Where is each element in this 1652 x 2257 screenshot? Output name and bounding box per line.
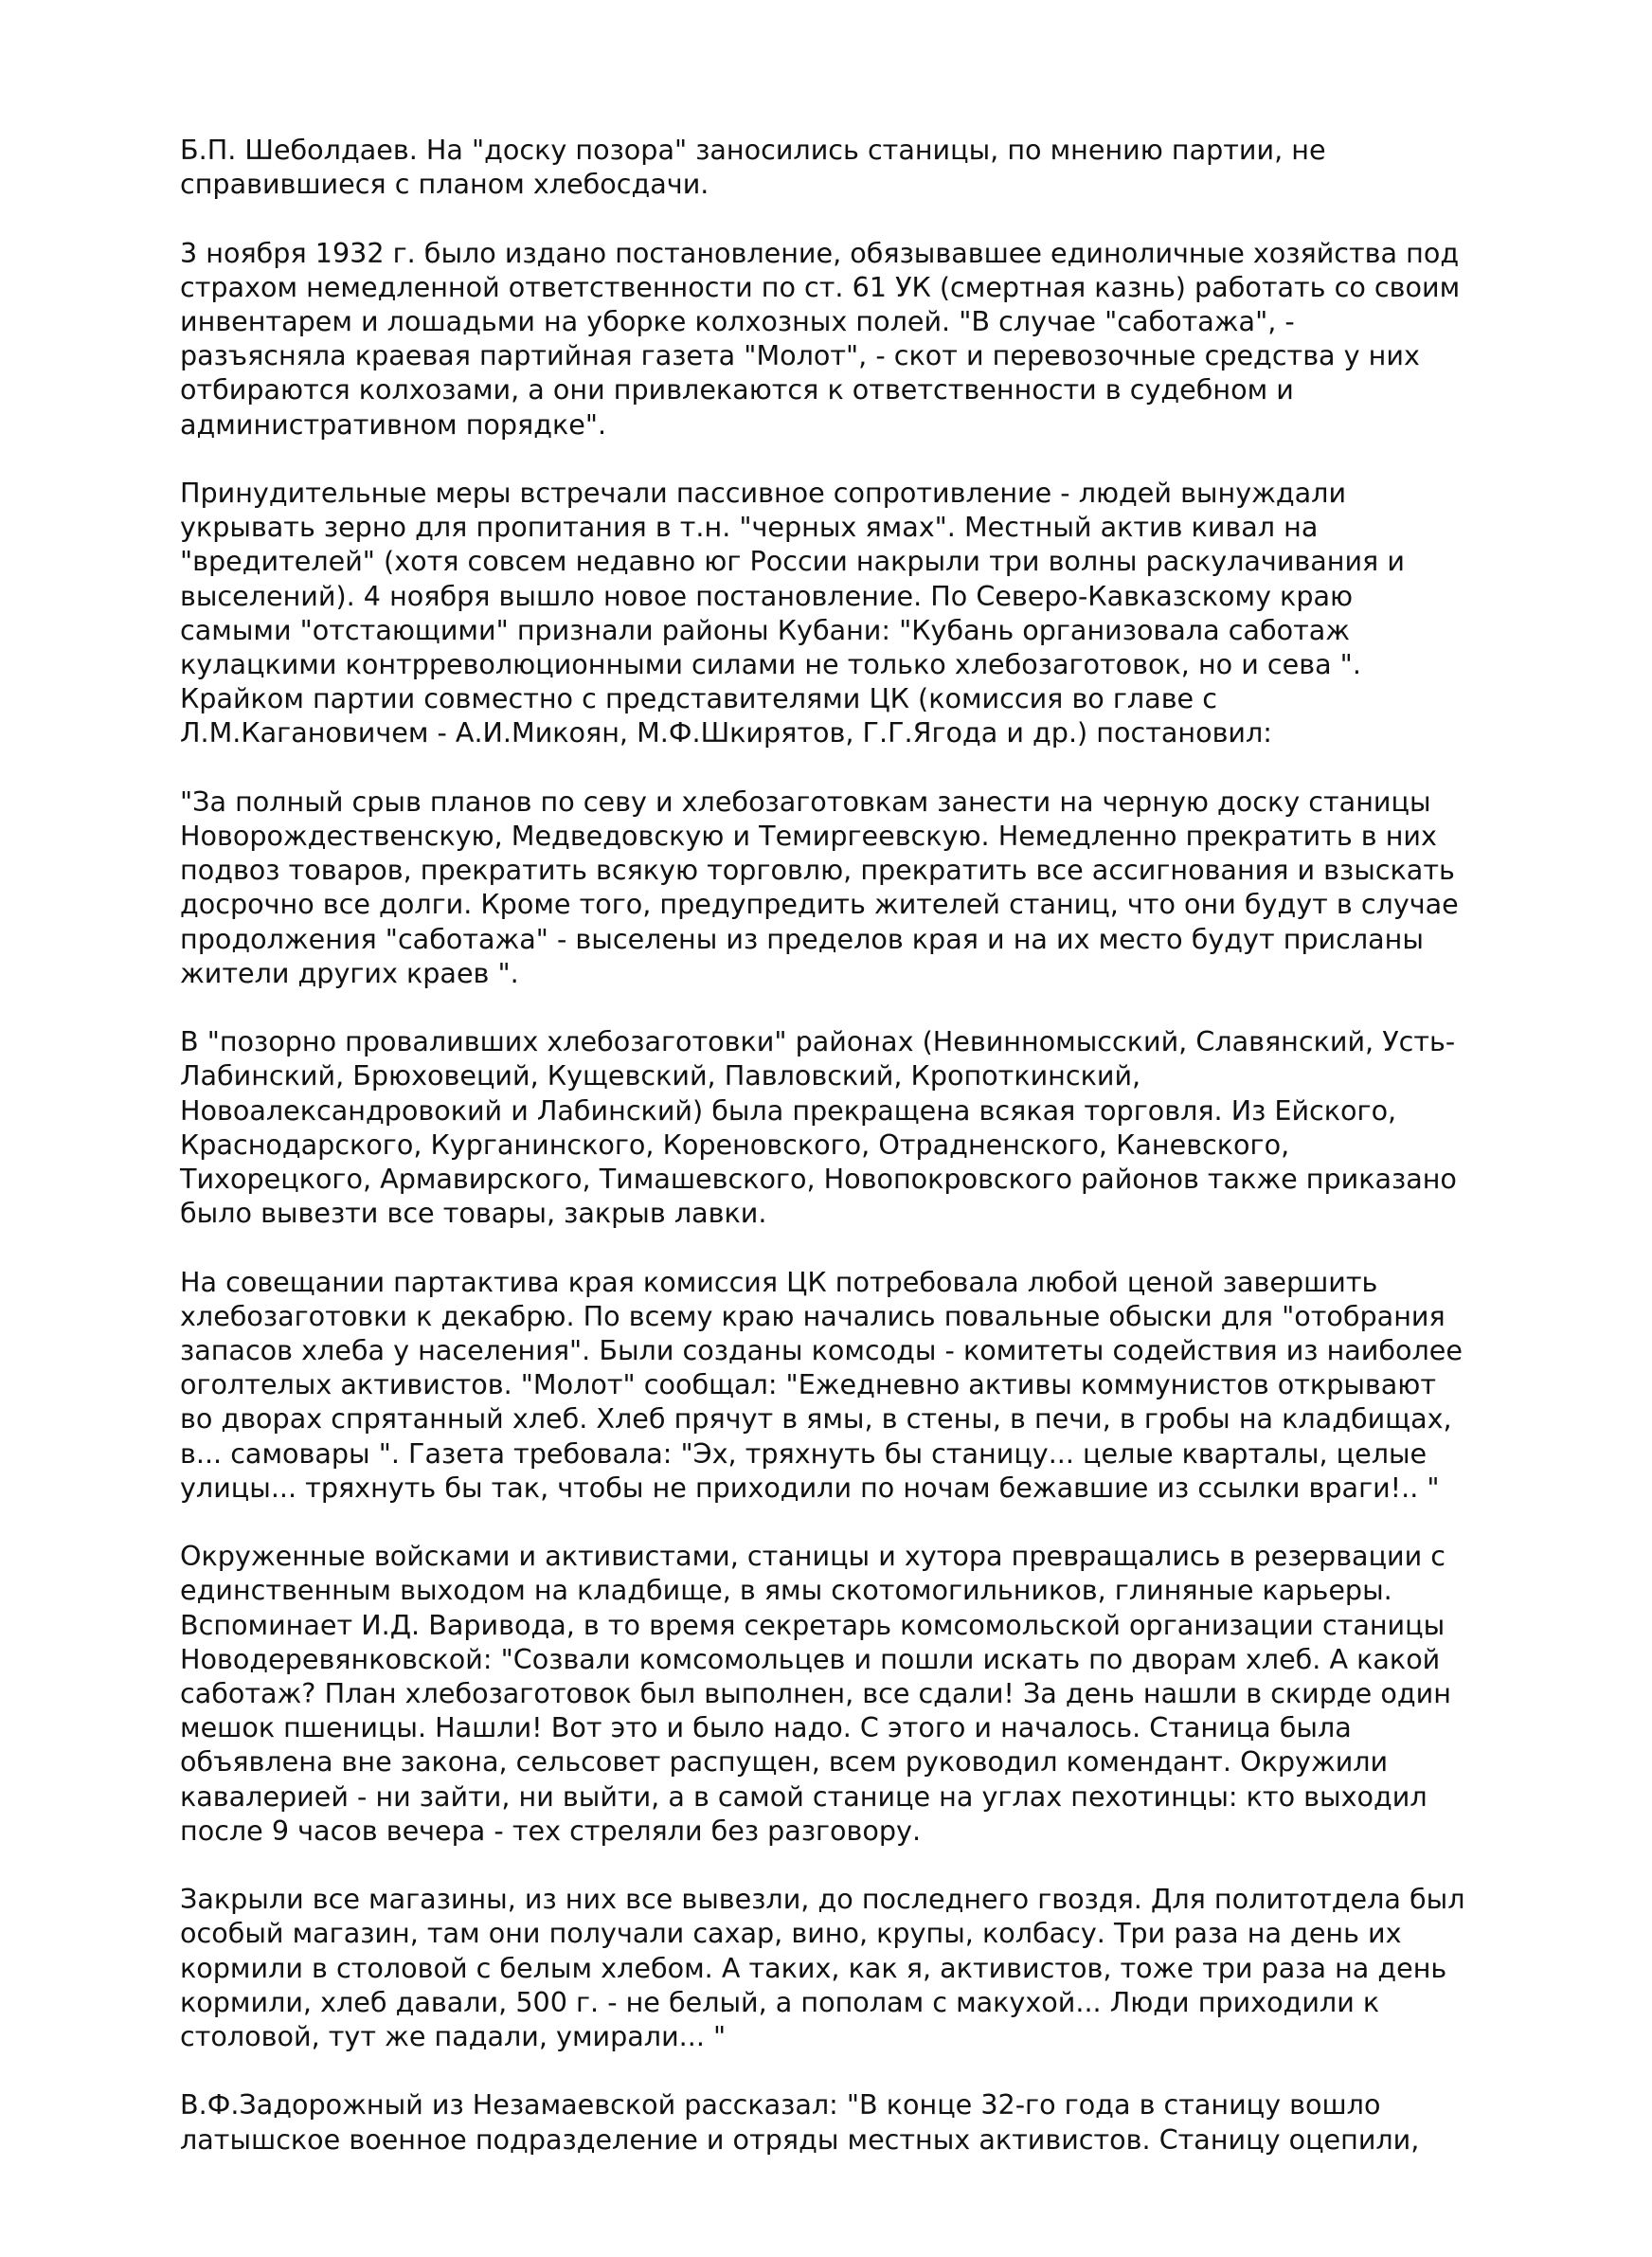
text-line: в... самовары ". Газета требовала: "Эх, тряхнуть бы станицу... целые кварталы, целые [180, 1436, 1428, 1470]
paragraph-6 [180, 1265, 1506, 1505]
text-line: единственным выходом на кладбище, в ямы скотомогильников, глиняные карьеры. [180, 1574, 1392, 1607]
text-line: саботаж? План хлебозаготовок был выполнен, все сдали! За день нашли в скирде один [180, 1677, 1451, 1710]
text-line: справившиеся с планом хлебосдачи. [180, 168, 709, 201]
paragraph-7 [180, 1539, 1506, 1848]
text-line: продолжения "саботажа" - выселены из пределов края и на их место будут присланы [180, 922, 1424, 955]
text-line: "вредителей" (хотя совсем недавно юг России накрыли три волны раскулачивания и [180, 545, 1405, 578]
text-line: кормили, хлеб давали, 500 г. - не белый, а пополам с макухой... Люди приходили к [180, 1985, 1380, 2018]
text-line: после 9 часов вечера - тех стреляли без разговору. [180, 1814, 922, 1847]
text-line: Закрыли все магазины, из них все вывезли, до последнего гвоздя. Для политотдела был [180, 1883, 1465, 1916]
paragraph-5 [180, 1024, 1506, 1230]
text-line: объявлена вне закона, сельсовет распущен, всем руководил комендант. Окружили [180, 1745, 1389, 1779]
text-line: Новоалександровокий и Лабинский) была прекращена всякая торговля. Из Ейского, [180, 1093, 1397, 1127]
text-line: 3 ноября 1932 г. было издано постановление, обязывавшее единоличные хозяйства под [180, 236, 1460, 269]
text-line: Принудительные меры встречали пассивное сопротивление - людей вынуждали [180, 477, 1347, 509]
document-page [180, 133, 1506, 2191]
text-line: во дворах спрятанный хлеб. Хлеб прячут в ямы, в стены, в печи, в гробы на кладбищах, [180, 1402, 1452, 1435]
text-line: В "позорно проваливших хлебозаготовки" районах (Невинномысский, Славянский, Усть- [180, 1025, 1456, 1058]
text-line: латышское военное подразделение и отряды местных активистов. Станицу оцепили, [180, 2122, 1420, 2156]
text-line: улицы... тряхнуть бы так, чтобы не приходили по ночам бежавшие из ссылки враги!.. " [180, 1471, 1440, 1504]
text-line: жители других краев ". [180, 956, 519, 989]
text-line: Лабинский, Брюховеций, Кущевский, Павловский, Кропоткинский, [180, 1059, 1141, 1092]
text-line: досрочно все долги. Кроме того, предупредить жителей станиц, что они будут в случае [180, 888, 1459, 921]
text-line: инвентарем и лошадьми на уборке колхозных полей. "В случае "саботажа", - [180, 305, 1295, 337]
text-line: "За полный срыв планов по севу и хлебозаготовкам занести на черную доску станицы [180, 785, 1431, 818]
text-line: мешок пшеницы. Нашли! Вот это и было надо. С этого и началось. Станица была [180, 1711, 1352, 1744]
text-line: столовой, тут же падали, умирали... " [180, 2020, 727, 2053]
text-line: было вывезти все товары, закрыв лавки. [180, 1197, 767, 1230]
text-line: На совещании партактива края комиссия ЦК потребовала любой ценой завершить [180, 1265, 1378, 1298]
text-line: оголтелых активистов. "Молот" сообщал: "Ежедневно активы коммунистов открывают [180, 1368, 1437, 1401]
text-line: административном порядке". [180, 407, 607, 441]
paragraph-1 [180, 133, 1506, 201]
text-line: Крайком партии совместно с представителями ЦК (комиссия во главе с [180, 682, 1217, 715]
text-line: подвоз товаров, прекратить всякую торговлю, прекратить все ассигнования и взыскать [180, 854, 1455, 887]
text-line: хлебозаготовки к декабрю. По всему краю начались повальные обыски для "отобрания [180, 1299, 1446, 1332]
text-line: выселений). 4 ноября вышло новое постановление. По Северо-Кавказскому краю [180, 579, 1354, 612]
text-line: страхом немедленной ответственности по ст. 61 УК (смертная казнь) работать со своим [180, 270, 1461, 303]
text-line: кулацкими контрреволюционными силами не только хлебозаготовок, но и сева ". [180, 648, 1361, 681]
paragraph-9 [180, 2087, 1506, 2156]
text-line: особый магазин, там они получали сахар, вино, крупы, колбасу. Три раза на день их [180, 1917, 1402, 1950]
text-line: Краснодарского, Курганинского, Кореновского, Отрадненского, Каневского, [180, 1128, 1290, 1161]
text-line: Тихорецкого, Армавирского, Тимашевского, Новопокровского районов также приказано [180, 1163, 1457, 1196]
text-line: Л.М.Кагановичем - А.И.Микоян, М.Ф.Шкирятов, Г.Г.Ягода и др.) постановил: [180, 716, 1272, 749]
text-line: запасов хлеба у населения". Были созданы комсоды - комитеты содействия из наиболее [180, 1334, 1463, 1367]
text-line: укрывать зерно для пропитания в т.н. "черных ямах". Местный актив кивал на [180, 511, 1319, 544]
text-line: кормили в столовой с белым хлебом. А таких, как я, активистов, тоже три раза на день [180, 1951, 1447, 1984]
text-line: Новорождественскую, Медведовскую и Темиргеевскую. Немедленно прекратить в них [180, 820, 1437, 853]
text-line: В.Ф.Задорожный из Незамаевской рассказал: "В конце 32-го года в станицу вошло [180, 2088, 1381, 2122]
text-line: Окруженные войсками и активистами, станицы и хутора превращались в резервации с [180, 1540, 1446, 1573]
paragraph-4-quote [180, 785, 1506, 990]
text-line: Вспоминает И.Д. Варивода, в то время секретарь комсомольской организации станицы [180, 1608, 1446, 1641]
paragraph-2 [180, 236, 1506, 442]
text-line: Б.П. Шеболдаев. На "доску позора" заносились станицы, по мнению партии, не [180, 134, 1326, 166]
text-line: самыми "отстающими" признали районы Кубани: "Кубань организовала саботаж [180, 613, 1351, 646]
text-line: Новодеревянковской: "Созвали комсомольцев и пошли искать по дворам хлеб. А какой [180, 1642, 1441, 1675]
text-line: отбираются колхозами, а они привлекаются к ответственности в судебном и [180, 373, 1294, 406]
text-line: кавалерией - ни зайти, ни выйти, а в самой станице на углах пехотинцы: кто выходил [180, 1779, 1428, 1813]
paragraph-3 [180, 476, 1506, 750]
paragraph-8 [180, 1882, 1506, 2053]
text-line: разъясняла краевая партийная газета "Молот", - скот и перевозочные средства у них [180, 339, 1420, 372]
